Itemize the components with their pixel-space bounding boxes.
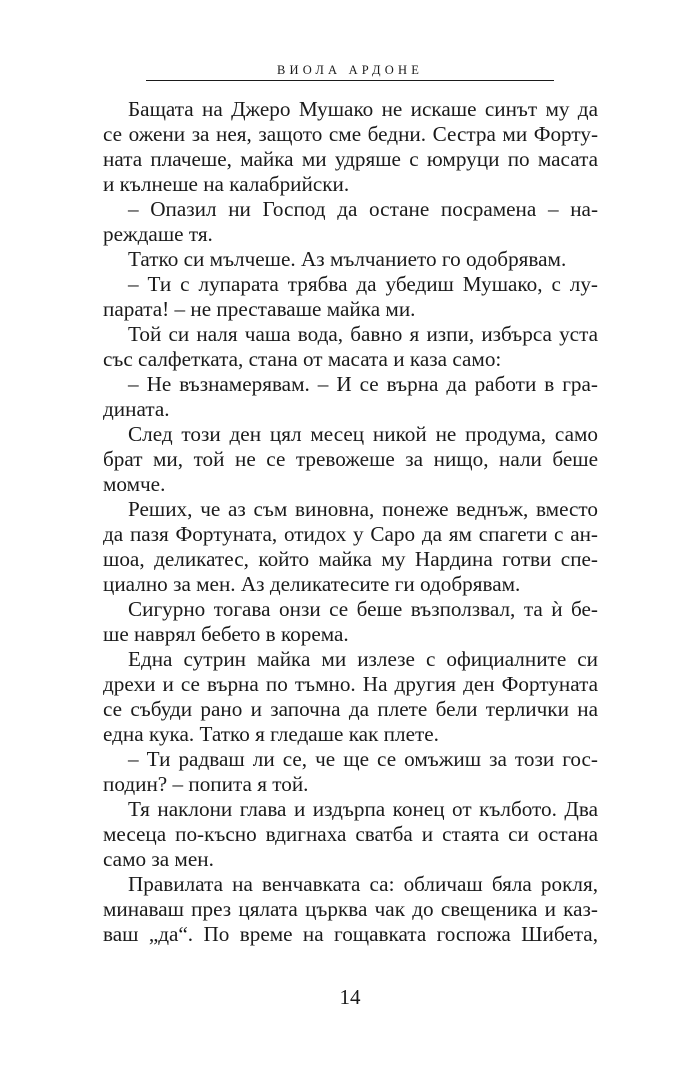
text-line: шоа, деликатес, който майка му Нардина готви спе-: [103, 547, 598, 571]
text-line: парата! – не преставаше майка ми.: [103, 297, 416, 321]
text-line: месеца по-късно вдигнаха сватба и стаята си остана: [103, 822, 598, 846]
text-line: – Ти с лупарата трябва да убедиш Мушако, с лу-: [128, 272, 598, 296]
text-line: След този ден цял месец никой не продума, само: [128, 422, 598, 446]
text-line: Той си наля чаша вода, бавно я изпи, избърса уста: [128, 322, 598, 346]
text-line: момче.: [103, 472, 166, 496]
text-line: подин? – попита я той.: [103, 772, 309, 796]
text-line: минаваш през цялата църква чак до свещеника и каз-: [103, 897, 598, 921]
text-line: Правилата на венчавката са: обличаш бяла рокля,: [128, 872, 598, 896]
text-line: със салфетката, стана от масата и каза само:: [103, 347, 502, 371]
text-line: една кука. Татко я гледаше как плете.: [103, 722, 439, 746]
text-line: и кълнеше на калабрийски.: [103, 172, 350, 196]
text-line: Една сутрин майка ми излезе с официалните си: [128, 647, 598, 671]
text-line: ваш „да“. По време на гощавката госпожа Шибета,: [103, 922, 598, 946]
text-line: се събуди рано и започна да плете бели терлички на: [103, 697, 598, 721]
text-line: Тя наклони глава и издърпа конец от кълбото. Два: [128, 797, 598, 821]
text-line: – Опазил ни Господ да остане посрамена – на-: [128, 197, 598, 221]
page-number: 14: [339, 985, 361, 1009]
text-line: – Не възнамерявам. – И се върна да работи в гра-: [128, 372, 598, 396]
body-text: [103, 97, 598, 947]
text-line: дрехи и се върна по тъмно. На другия ден Фортуната: [103, 672, 598, 696]
text-line: се ожени за нея, защото сме бедни. Сестра ми Форту-: [103, 122, 598, 146]
text-line: Бащата на Джеро Мушако не искаше синът му да: [128, 97, 598, 121]
text-line: Реших, че аз съм виновна, понеже веднъж, вместо: [128, 497, 598, 521]
text-line: Сигурно тогава онзи се беше възползвал, та ѝ бе-: [128, 597, 598, 621]
text-line: само за мен.: [103, 847, 214, 871]
text-line: Татко си мълчеше. Аз мълчанието го одобрявам.: [128, 247, 567, 271]
header-rule: [146, 80, 554, 81]
text-line: циално за мен. Аз деликатесите ги одобрявам.: [103, 572, 521, 596]
text-line: реждаше тя.: [103, 222, 213, 246]
text-line: ше наврял бебето в корема.: [103, 622, 349, 646]
text-line: дината.: [103, 397, 170, 421]
text-line: ната плачеше, майка ми удряше с юмруци по масата: [103, 147, 598, 171]
text-line: брат ми, той не се тревожеше за нищо, нали беше: [103, 447, 598, 471]
text-line: – Ти радваш ли се, че ще се омъжиш за този гос-: [128, 747, 598, 771]
text-line: да пазя Фортуната, отидох у Саро да ям спагети с ан-: [103, 522, 598, 546]
running-header: ВИОЛА АРДОНЕ: [276, 63, 424, 77]
